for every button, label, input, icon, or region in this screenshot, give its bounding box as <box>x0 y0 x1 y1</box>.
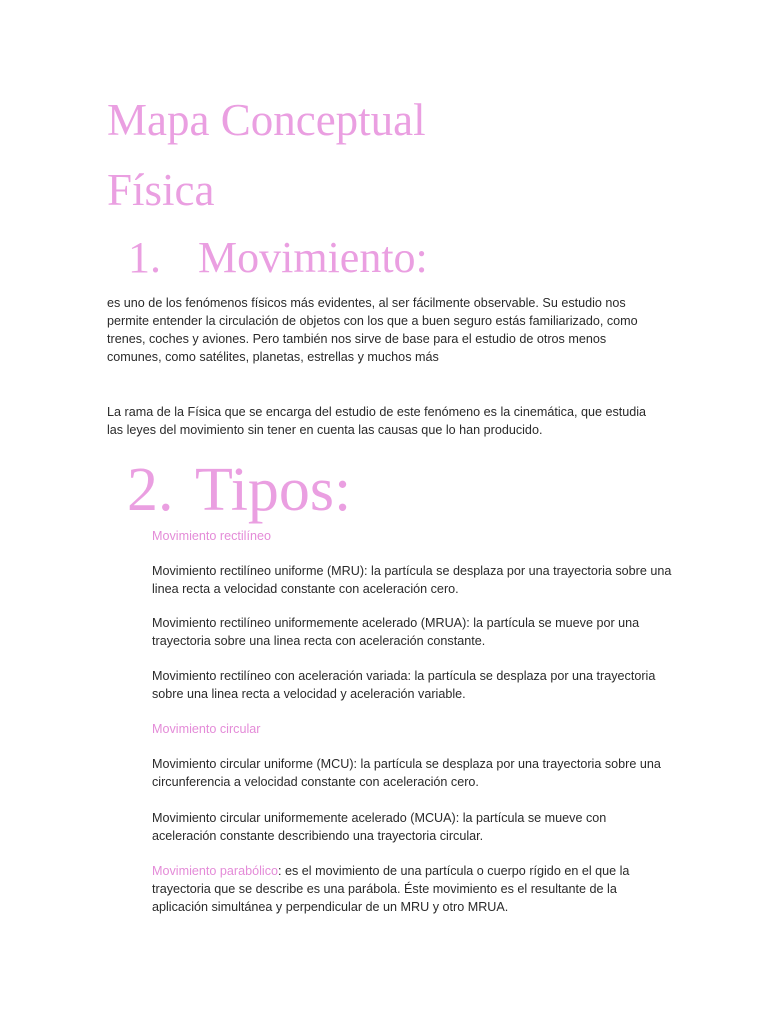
intro-paragraph: es uno de los fenómenos físicos más evidentes, al ser fácilmente observable. Su estudio nos permite entender la circulación de objetos con los que a buen seguro estás familiarizado, como trenes, coches y aviones. Pero también nos sirve de base para el estudio de otros menos comunes, como satélites, planetas, estrellas y muchos más <box>107 296 638 364</box>
section-heading-text: Tipos: <box>195 456 352 524</box>
subheading-circular: Movimiento circular <box>152 722 261 736</box>
item-mru: Movimiento rectilíneo uniforme (MRU): la partícula se desplaza por una trayectoria sobre una linea recta a velocidad constante con aceleración cero. <box>152 564 672 596</box>
cinematica-paragraph: La rama de la Física que se encarga del estudio de este fenómeno es la cinemática, que estudia las leyes del movimiento sin tener en cuenta las causas que lo han producido. <box>107 405 647 437</box>
subheading-rectilineo: Movimiento rectilíneo <box>152 529 271 543</box>
section-heading-tipos <box>127 453 351 527</box>
item-parabolico <box>152 862 672 916</box>
document-title-line2: Física <box>107 165 215 215</box>
section-heading-text: Movimiento: <box>198 233 428 282</box>
parabolico-label: Movimiento parabólico <box>152 864 278 878</box>
item-mcua: Movimiento circular uniformemente acelerado (MCUA): la partícula se mueve con aceleración constante describiendo una trayectoria circular. <box>152 811 607 843</box>
section-heading-movimiento <box>128 231 428 285</box>
item-mrua: Movimiento rectilíneo uniformemente acelerado (MRUA): la partícula se mueve por una trayectoria sobre una linea recta con aceleración constante. <box>152 616 640 648</box>
item-mcu: Movimiento circular uniforme (MCU): la partícula se desplaza por una trayectoria sobre una circunferencia a velocidad constante con aceleración cero. <box>152 757 661 789</box>
section-number: 2. <box>127 456 174 524</box>
parabolico-description: : es el movimiento de una partícula o cuerpo rígido en el que la trayectoria que se describe es una parábola. Éste movimiento es el resultante de la aplicación simultánea y perpendicular de un MRU y otro MRUA. <box>152 864 630 914</box>
section-number: 1. <box>128 233 161 282</box>
document-title-line1: Mapa Conceptual <box>107 95 426 145</box>
item-aceleracion-variada: Movimiento rectilíneo con aceleración variada: la partícula se desplaza por una trayectoria sobre una linea recta a velocidad y aceleración variable. <box>152 669 656 701</box>
